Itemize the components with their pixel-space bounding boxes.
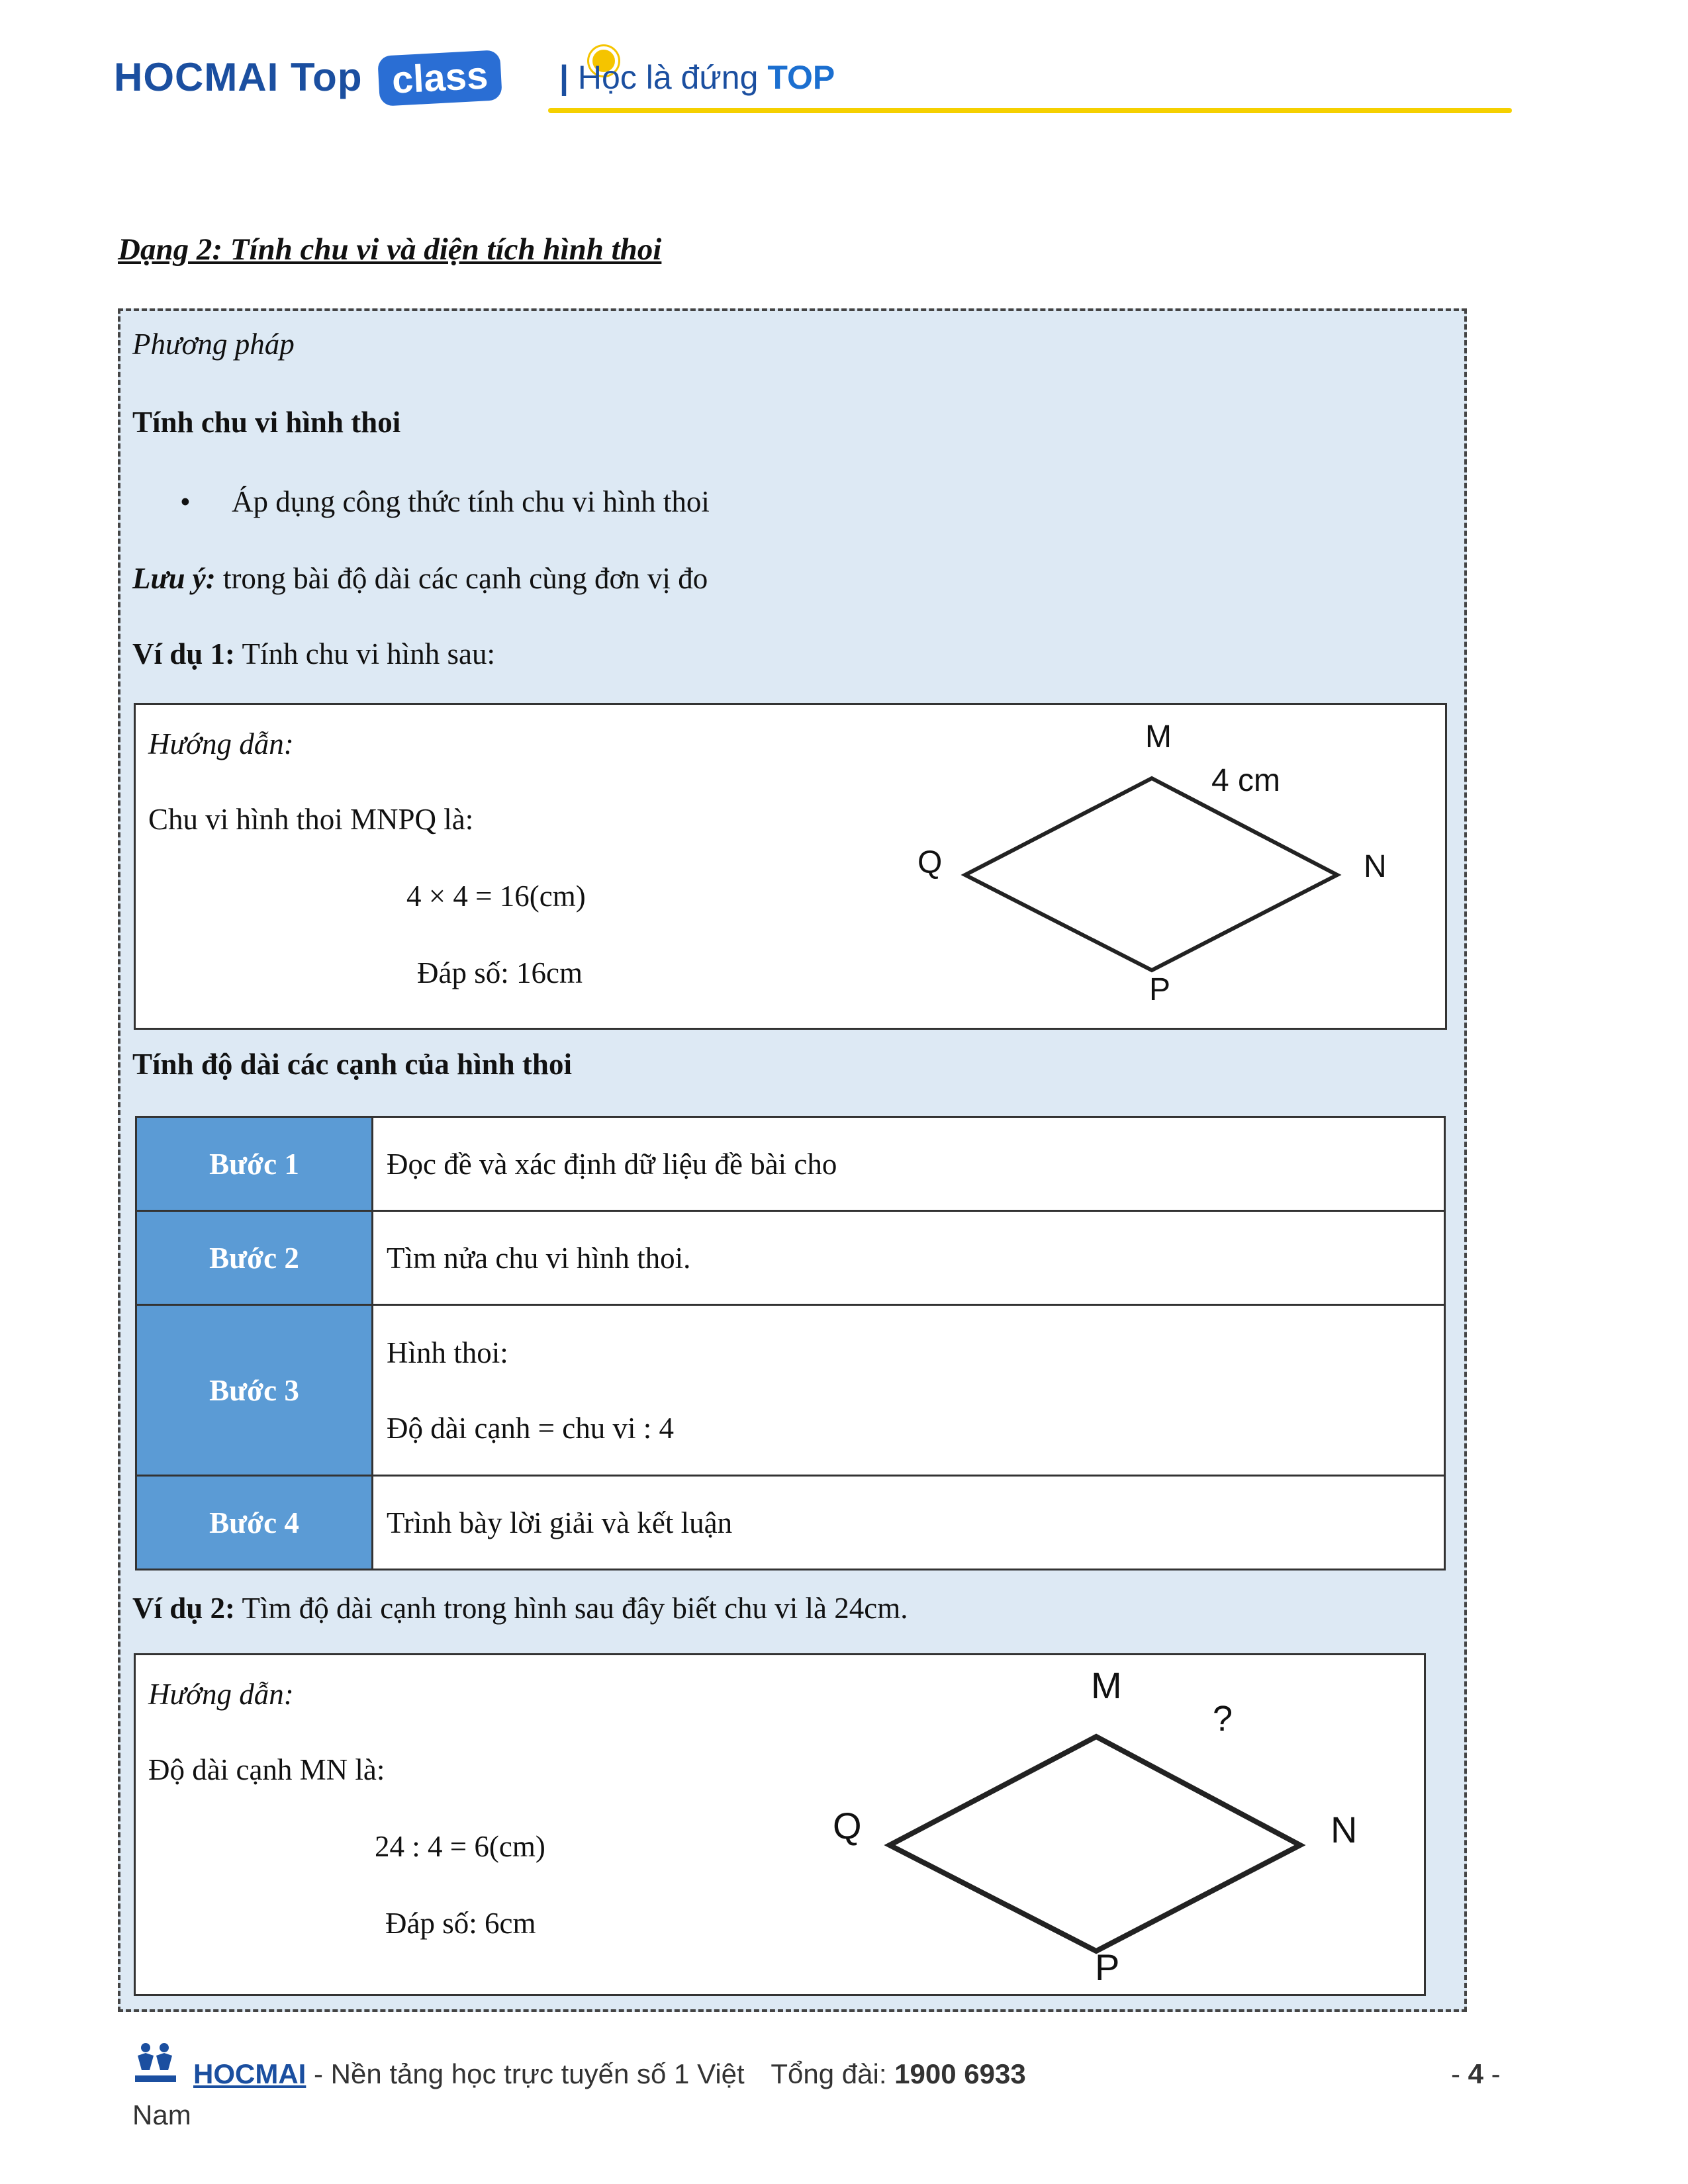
section-title: Dạng 2: Tính chu vi và diện tích hình thoi [118,232,662,267]
logo-text: HOCMAI Top [114,55,363,99]
step-row [136,1476,1445,1570]
step-line: Tìm nửa chu vi hình thoi. [387,1241,691,1275]
step-label: Bước 4 [136,1476,373,1570]
note-text: trong bài độ dài các cạnh cùng đơn vị đo [215,562,708,595]
hocmai-logo [114,46,511,106]
slogan-bar: | [559,59,569,96]
example2-label: Ví dụ 2: [132,1592,236,1625]
example1-guide: Hướng dẫn: [148,727,294,760]
footer-tagline-wrap: Nam [132,2099,191,2130]
perimeter-heading: Tính chu vi hình thoi [132,406,401,439]
perimeter-bullet: Áp dụng công thức tính chu vi hình thoi [232,485,710,518]
example2-line1: Độ dài cạnh MN là: [148,1753,385,1786]
rhombus2-vertex-p: P [1095,1946,1120,1988]
page-prefix: - [1451,2058,1468,2089]
rhombus2-vertex-n: N [1331,1809,1358,1850]
rhombus1-side-label: 4 cm [1211,763,1281,798]
footer-hotline-label: Tổng đài: [771,2058,895,2089]
example1-answer: Đáp số: 16cm [417,956,583,989]
step-label: Bước 3 [136,1305,373,1476]
header-divider [548,108,1512,113]
method-label: Phương pháp [132,328,295,361]
footer-brand-link[interactable]: HOCMAI [193,2058,306,2089]
rhombus1-vertex-q: Q [917,845,943,880]
rhombus1-vertex-n: N [1364,849,1387,884]
step-row [136,1117,1445,1211]
rhombus2-side-label: ? [1213,1699,1233,1739]
step-line: Hình thoi: [387,1336,508,1369]
step-row [136,1211,1445,1305]
rhombus2-vertex-m: M [1091,1664,1122,1706]
step-text [373,1305,1445,1476]
example1-label: Ví dụ 1: [132,637,236,670]
step-line: Đọc đề và xác định dữ liệu đề bài cho [387,1147,837,1181]
example2-guide: Hướng dẫn: [148,1678,294,1711]
side-heading: Tính độ dài các cạnh của hình thoi [132,1048,572,1081]
hocmai-footer-icon [132,2040,179,2086]
slogan [559,58,835,97]
slogan-text: Học là đứng [577,59,759,96]
step-line: Độ dài cạnh = chu vi : 4 [387,1411,675,1445]
example2-text: Tìm độ dài cạnh trong hình sau đây biết chu vi là 24cm. [235,1592,908,1625]
footer-tagline: - Nền tảng học trực tuyến số 1 Việt [306,2058,745,2089]
rhombus1-shape [965,778,1337,970]
example2-answer: Đáp số: 6cm [385,1907,536,1940]
bullet-icon: • [180,485,191,518]
steps-table [135,1116,1446,1570]
footer-hotline: 1900 6933 [894,2058,1026,2089]
example1-title [132,637,495,671]
rhombus1-vertex-m: M [1145,719,1172,754]
step-line: Trình bày lời giải và kết luận [387,1506,733,1539]
slogan-top: TOP [767,59,835,96]
page-suffix: - [1483,2058,1501,2089]
example2-calc: 24 : 4 = 6(cm) [375,1830,545,1863]
note-label: Lưu ý: [132,562,216,595]
logo-badge: class [377,50,502,107]
step-text [373,1211,1445,1305]
note [132,561,708,596]
step-row [136,1305,1445,1476]
example2-title [132,1591,908,1625]
step-label: Bước 2 [136,1211,373,1305]
step-text [373,1476,1445,1570]
step-text [373,1117,1445,1211]
rhombus1-vertex-p: P [1149,972,1171,1007]
step-label: Bước 1 [136,1117,373,1211]
example1-text: Tính chu vi hình sau: [235,637,495,670]
page-number [1451,2058,1501,2090]
footer-text [193,2058,1026,2090]
example1-line1: Chu vi hình thoi MNPQ là: [148,803,474,836]
example1-calc: 4 × 4 = 16(cm) [406,880,586,913]
page-value: 4 [1468,2058,1484,2089]
rhombus2-shape [890,1737,1300,1951]
rhombus2-vertex-q: Q [833,1805,862,1846]
